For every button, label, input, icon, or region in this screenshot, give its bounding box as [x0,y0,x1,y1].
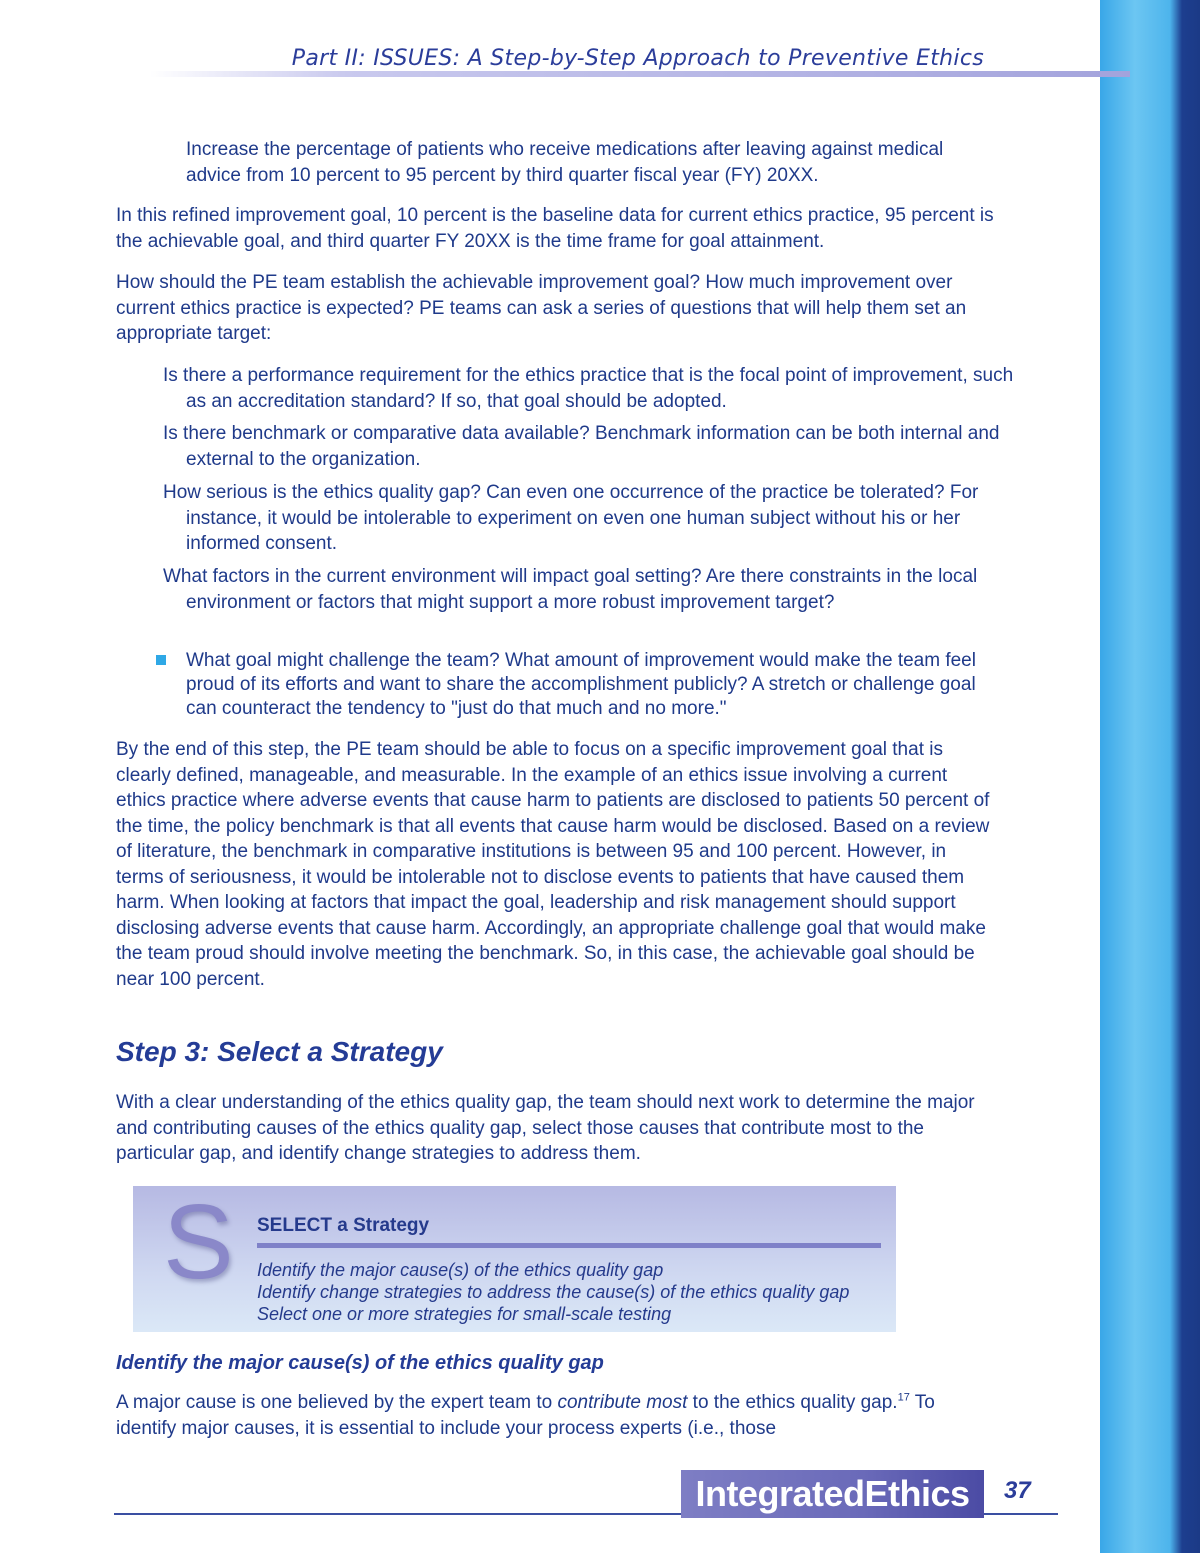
logo-part2: Ethics [864,1473,970,1514]
header-divider [150,71,1130,77]
logo-part1: Integrated [695,1473,865,1514]
callout-list [257,1259,849,1325]
running-header: Part II: ISSUES: A Step-by-Step Approach to Preventive Ethics [291,46,984,71]
integrated-ethics-logo [681,1470,984,1518]
paragraph-major-cause [116,1390,996,1441]
question-item: What factors in the current environment will impact goal setting? Are there constraints in the local environment or factors that might support a more robust improvement target? [163,566,978,613]
square-bullet-icon [156,655,166,665]
callout-list-item: Identify change strategies to address the cause(s) of the ethics quality gap [257,1282,850,1302]
bullet-item-challenge: What goal might challenge the team? What amount of improvement would make the team feel proud of its efforts and want to share the accomplishment publicly? A stretch or challenge goal can counteract the tendency to "just do that much and no more." [186,650,976,719]
text-run: A major cause is one believed by the expert team to [116,1392,558,1413]
paragraph-how: How should the PE team establish the achievable improvement goal? How much improvement over current ethics practice is expected? PE teams can ask a series of questions that will help them set an appropriate target: [116,272,967,344]
callout-list-item: Identify the major cause(s) of the ethics quality gap [257,1260,664,1280]
emphasis-text: contribute most [557,1392,688,1413]
sub-heading: Identify the major cause(s) of the ethics quality gap [116,1352,604,1374]
select-strategy-callout [133,1183,896,1332]
decorative-side-band [1100,0,1200,1553]
paragraph-end-of-step: By the end of this step, the PE team should be able to focus on a specific improvement goal that is clearly defined, manageable, and measurable. In the example of an ethics issue involving a current ethics practice where adverse events that cause harm to patients are disclosed to patients 50 percent of the time, the policy benchmark is that all events that cause harm would be disclosed. Based on a review of literature, the benchmark in comparative institutions is between 95 and 100 percent. However, in terms of seriousness, it would be intolerable not to disclose events to patients that have caused them harm. When looking at factors that impact the goal, leadership and risk management should support disclosing adverse events that cause harm. Accordingly, an appropriate challenge goal that would make the team proud should involve meeting the benchmark. So, in this case, the achievable goal should be near 100 percent. [116,739,990,990]
text-run: to the ethics quality gap. [687,1392,898,1413]
text-run: To identify major causes, it is essential to include your process experts (i.e., those [116,1392,935,1439]
footnote-ref: 17 [897,1391,910,1404]
step-heading: Step 3: Select a Strategy [116,1036,443,1067]
callout-divider [257,1243,881,1248]
refined-goal-text: Increase the percentage of patients who receive medications after leaving against medical advice from 10 percent to 95 percent by third quarter fiscal year (FY) 20XX. [186,139,944,186]
question-item: How serious is the ethics quality gap? Can even one occurrence of the practice be tolerated? For instance, it would be intolerable to experiment on even one human subject without his or her informed consent. [163,482,979,554]
paragraph-refined: In this refined improvement goal, 10 percent is the baseline data for current ethics practice, 95 percent is the achievable goal, and third quarter FY 20XX is the time frame for goal attainment. [116,205,994,252]
callout-letter: S [163,1183,234,1301]
question-item: Is there a performance requirement for the ethics practice that is the focal point of improvement, such as an accreditation standard? If so, that goal should be adopted. [163,365,1014,412]
question-item: Is there benchmark or comparative data available? Benchmark information can be both internal and external to the organization. [163,423,1000,470]
callout-title: SELECT a Strategy [257,1215,430,1236]
page-number: 37 [1004,1477,1031,1504]
paragraph-step: With a clear understanding of the ethics quality gap, the team should next work to determine the major and contributing causes of the ethics quality gap, select those causes that contribute most to the particular gap, and identify change strategies to address them. [116,1092,975,1164]
callout-list-item: Select one or more strategies for small-scale testing [257,1304,672,1324]
